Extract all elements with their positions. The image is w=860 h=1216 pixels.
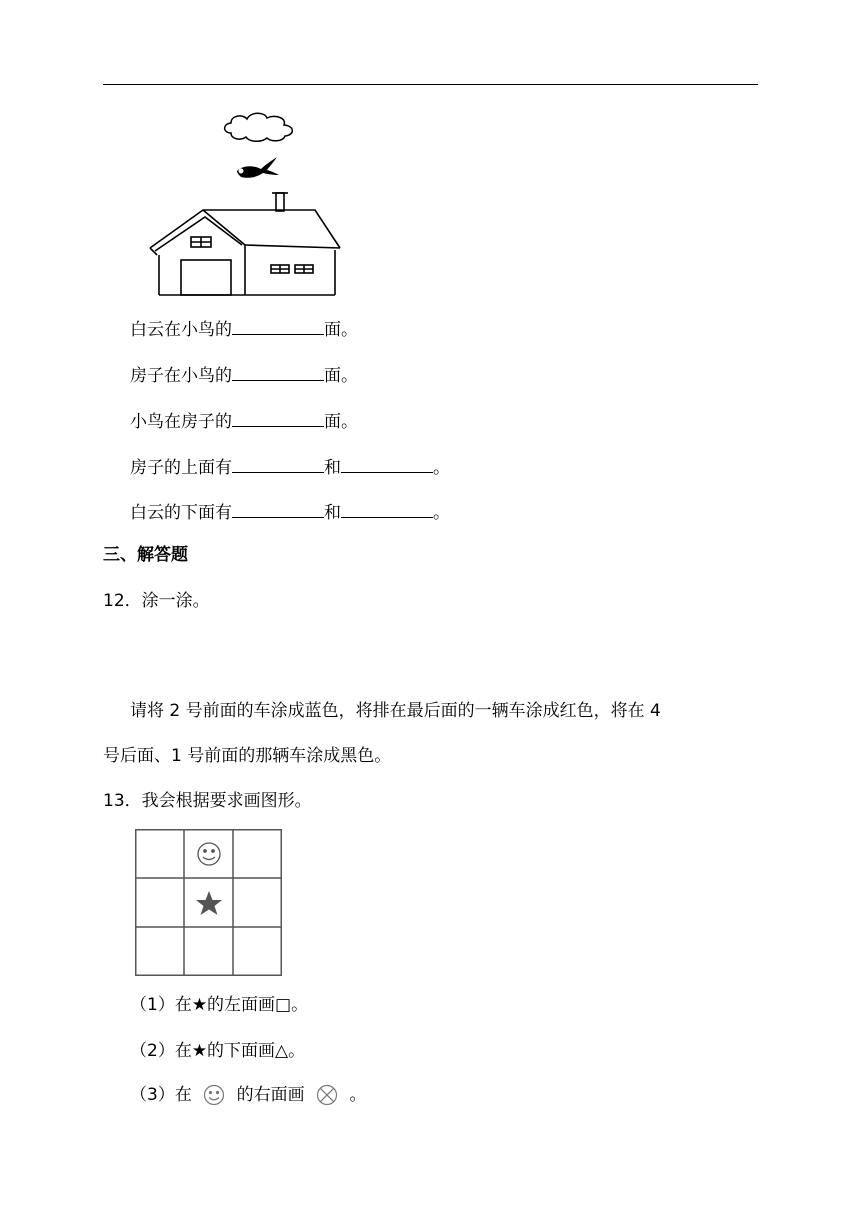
answer-blank[interactable] bbox=[232, 316, 324, 335]
bus-row bbox=[130, 627, 712, 671]
question-text: 和 bbox=[324, 503, 341, 523]
house-icon bbox=[150, 193, 340, 295]
question-house-bird bbox=[130, 362, 358, 388]
question-text: 小鸟在房子的 bbox=[130, 412, 232, 432]
question-below-cloud bbox=[130, 499, 450, 525]
q12-instruction-line1: 请将 2 号前面的车涂成蓝色，将排在最后面的一辆车涂成红色，将在 4 bbox=[130, 701, 661, 721]
question-text: 房子的上面有 bbox=[130, 458, 232, 478]
star-icon bbox=[196, 891, 222, 915]
q13-item-3 bbox=[130, 1083, 366, 1107]
question-text: 白云在小鸟的 bbox=[130, 320, 232, 340]
question-bird-house bbox=[130, 408, 358, 434]
question-text: 房子在小鸟的 bbox=[130, 366, 232, 386]
section-heading: 三、解答题 bbox=[103, 545, 188, 565]
circled-x-icon bbox=[314, 1084, 340, 1106]
item-text: 。 bbox=[349, 1085, 367, 1105]
question-text: 。 bbox=[433, 503, 450, 523]
question-text: 。 bbox=[433, 458, 450, 478]
answer-blank[interactable] bbox=[232, 408, 324, 427]
house-scene-illustration bbox=[145, 105, 345, 297]
q13-item-1: （1）在★的左面画□。 bbox=[130, 995, 309, 1015]
answer-blank[interactable] bbox=[341, 499, 433, 518]
answer-blank[interactable] bbox=[341, 454, 433, 473]
answer-blank[interactable] bbox=[232, 499, 324, 518]
q12-title: 12．涂一涂。 bbox=[103, 591, 210, 611]
question-text: 面。 bbox=[324, 320, 358, 340]
question-cloud-bird bbox=[130, 316, 358, 342]
smiley-icon bbox=[198, 843, 220, 865]
item-text: （3）在 bbox=[130, 1085, 192, 1105]
question-text: 面。 bbox=[324, 412, 358, 432]
drawing-grid[interactable] bbox=[135, 829, 282, 976]
answer-blank[interactable] bbox=[232, 362, 324, 381]
bus-row-svg bbox=[130, 627, 712, 671]
question-text: 面。 bbox=[324, 366, 358, 386]
header-rule bbox=[103, 84, 758, 85]
question-above-house bbox=[130, 454, 450, 480]
q13-title: 13．我会根据要求画图形。 bbox=[103, 791, 312, 811]
item-text: 的右面画 bbox=[236, 1085, 305, 1105]
question-text: 和 bbox=[324, 458, 341, 478]
q12-instruction-line2: 号后面、1 号前面的那辆车涂成黑色。 bbox=[103, 746, 392, 766]
q13-item-2: （2）在★的下面画△。 bbox=[130, 1041, 306, 1061]
answer-blank[interactable] bbox=[232, 454, 324, 473]
question-text: 白云的下面有 bbox=[130, 503, 232, 523]
cloud-icon bbox=[225, 113, 293, 141]
smiley-icon bbox=[201, 1084, 227, 1106]
bird-icon bbox=[237, 157, 279, 178]
